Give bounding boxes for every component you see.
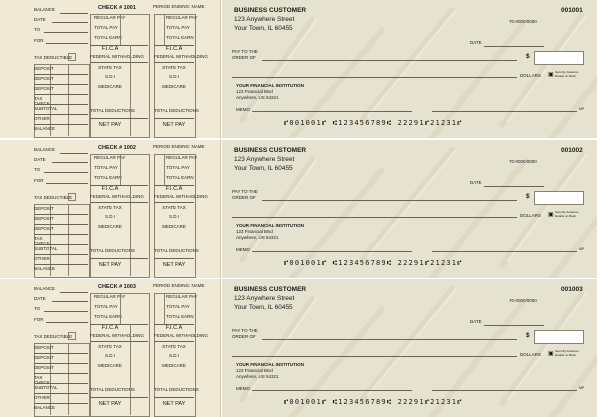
check-number: 001001 [561,7,583,14]
stub-for-label: FOR [34,38,44,43]
medicare-label-a: MEDICARE [98,224,122,229]
ledger-row-label: DEPOSIT [34,365,54,370]
date-line[interactable] [484,46,544,47]
total-deductions-label-a: TOTAL DEDUCTIONS [90,248,135,253]
date-label: DATE [470,319,482,324]
fica-label-a: F.I.C.A [101,325,119,331]
dollars-label: DOLLARS [520,352,542,357]
ledger-row-label: TAX CHECK [34,375,50,385]
bank-name: YOUR FINANCIAL INSTITUTION [236,83,304,88]
col-a-regular-pay: REGULAR PAY [94,155,126,160]
net-pay-label-a: NET PAY [98,122,122,128]
dollar-sign: $ [526,332,530,339]
sdi-label-a: S.D.I [104,214,115,219]
ledger-row-label: BALANCE [34,266,56,271]
dollar-sign: $ [526,53,530,60]
check-body [222,279,597,417]
stub-tax-deductible-label: TAX DEDUCTIBLE [34,195,73,200]
stub-tax-deductible-label: TAX DEDUCTIBLE [34,334,73,339]
federal-label-b: FEDERAL WITHHOLDING [154,194,208,199]
stub-date-label: DATE [34,157,46,162]
stub-period-ending-label: PERIOD ENDING: NAME [153,283,205,288]
state-tax-label-b: STATE TAX [162,65,186,70]
sdi-label-a: S.D.I [104,74,115,79]
signature-line[interactable] [432,251,577,252]
micr-check-number: ⑈001001⑈ [284,259,328,267]
stub-check-number: CHECK # 1001 [98,5,136,11]
stub-balance-label: BALANCE [34,7,56,12]
col-a-total-earn: TOTAL EARN [94,175,122,180]
amount-box[interactable] [534,191,584,205]
dollar-sign: $ [526,193,530,200]
amount-words-line[interactable] [232,356,517,357]
medicare-label-b: MEDICARE [162,363,186,368]
date-label: DATE [470,180,482,185]
net-pay-label-b: NET PAY [162,401,186,407]
tax-deductible-checkbox[interactable] [68,53,76,61]
stub-for-label: FOR [34,317,44,322]
stub-date-label: DATE [34,17,46,22]
ledger-row-label: DEPOSIT [34,86,54,91]
micr-account-number: 22291⑈21231⑈ [397,398,463,406]
fica-label-a: F.I.C.A [101,46,119,52]
ledger-row-label: DEPOSIT [34,355,54,360]
ledger-row-label: SUBTOTAL [34,106,58,111]
bank-name: YOUR FINANCIAL INSTITUTION [236,362,304,367]
col-b-total-pay: TOTAL PAY [166,25,190,30]
customer-street: 123 Anywhere Street [234,16,295,23]
amount-box[interactable] [534,330,584,344]
stub-period-ending-label: PERIOD ENDING: NAME [153,144,205,149]
tax-deductible-checkbox[interactable] [68,332,76,340]
col-b-total-pay: TOTAL PAY [166,304,190,309]
micr-line [284,259,463,267]
ledger-row-label: DEPOSIT [34,216,54,221]
lock-icon: ▣ [548,351,554,357]
payee-line[interactable] [262,339,517,340]
security-features-note: Security Features Details on Back [555,70,579,78]
ledger-row-label: TAX CHECK [34,96,50,106]
customer-street: 123 Anywhere Street [234,156,295,163]
state-tax-label-a: STATE TAX [98,344,122,349]
stub-to-label: TO [34,167,41,172]
check-number: 001002 [561,147,583,154]
fraction-code: 70-0000/0000 [509,19,537,24]
check-number: 001003 [561,286,583,293]
col-a-total-earn: TOTAL EARN [94,35,122,40]
net-pay-label-a: NET PAY [98,401,122,407]
fica-label-b: F.I.C.A [165,46,183,52]
check-stub [0,0,221,138]
col-a-total-pay: TOTAL PAY [94,304,118,309]
lock-icon: ▣ [548,72,554,78]
sdi-label-b: S.D.I [168,214,179,219]
memo-label: MEMO [236,247,250,252]
bank-city: Anywhere, US 54321 [236,95,279,100]
payee-line[interactable] [262,60,517,61]
customer-name: BUSINESS CUSTOMER [234,7,307,14]
memo-line[interactable] [252,390,412,391]
date-label: DATE [470,40,482,45]
ledger-row-label: OTHER [34,395,50,400]
order-of-label: ORDER OF [232,334,256,339]
micr-check-number: ⑈001001⑈ [284,119,328,127]
micr-check-number: ⑈001001⑈ [284,398,328,406]
medicare-label-b: MEDICARE [162,84,186,89]
bank-street: 123 Financial Blvd [236,368,273,373]
micr-routing-number: ⑆123456789⑆ [332,119,393,127]
tax-deductible-checkbox[interactable] [68,193,76,201]
state-tax-label-b: STATE TAX [162,205,186,210]
bank-street: 123 Financial Blvd [236,89,273,94]
date-line[interactable] [484,186,544,187]
ledger-row-label: SUBTOTAL [34,385,58,390]
stub-to-label: TO [34,306,41,311]
customer-city: Your Town, IL 60455 [234,165,293,172]
fica-label-b: F.I.C.A [165,325,183,331]
federal-label-b: FEDERAL WITHHOLDING [154,333,208,338]
signature-line[interactable] [432,390,577,391]
memo-label: MEMO [236,386,250,391]
ledger-row-label: BALANCE [34,126,56,131]
total-deductions-label-a: TOTAL DEDUCTIONS [90,108,135,113]
customer-street: 123 Anywhere Street [234,295,295,302]
col-b-total-earn: TOTAL EARN [166,175,194,180]
col-a-total-pay: TOTAL PAY [94,25,118,30]
order-of-label: ORDER OF [232,55,256,60]
ledger-row-label: OTHER [34,256,50,261]
order-of-label: ORDER OF [232,195,256,200]
fica-label-b: F.I.C.A [165,186,183,192]
lock-icon: ▣ [548,212,554,218]
customer-city: Your Town, IL 60455 [234,304,293,311]
pay-to-label: PAY TO THE [232,189,258,194]
total-deductions-label-b: TOTAL DEDUCTIONS [154,108,199,113]
col-a-regular-pay: REGULAR PAY [94,294,126,299]
check-stub [0,140,221,278]
mp-mark: MP [579,107,585,111]
stub-for-label: FOR [34,178,44,183]
medicare-label-a: MEDICARE [98,84,122,89]
micr-routing-number: ⑆123456789⑆ [332,259,393,267]
customer-name: BUSINESS CUSTOMER [234,147,307,154]
memo-line[interactable] [252,251,412,252]
ledger-row-label: DEPOSIT [34,76,54,81]
federal-label-a: FEDERAL WITHHOLDING [90,333,144,338]
dollars-label: DOLLARS [520,73,542,78]
amount-words-line[interactable] [232,77,517,78]
state-tax-label-a: STATE TAX [98,205,122,210]
federal-label-b: FEDERAL WITHHOLDING [154,54,208,59]
mp-mark: MP [579,247,585,251]
dollars-label: DOLLARS [520,213,542,218]
stub-balance-label: BALANCE [34,286,56,291]
memo-line[interactable] [252,111,412,112]
state-tax-label-a: STATE TAX [98,65,122,70]
total-deductions-label-b: TOTAL DEDUCTIONS [154,248,199,253]
pay-to-label: PAY TO THE [232,328,258,333]
col-b-total-pay: TOTAL PAY [166,165,190,170]
net-pay-label-b: NET PAY [162,122,186,128]
signature-line[interactable] [432,111,577,112]
ledger-row-label: DEPOSIT [34,66,54,71]
col-b-regular-pay: REGULAR PAY [166,294,198,299]
date-line[interactable] [484,325,544,326]
pay-to-label: PAY TO THE [232,49,258,54]
bank-name: YOUR FINANCIAL INSTITUTION [236,223,304,228]
state-tax-label-b: STATE TAX [162,344,186,349]
micr-line [284,119,463,127]
check-stub [0,279,221,417]
net-pay-label-a: NET PAY [98,262,122,268]
mp-mark: MP [579,386,585,390]
amount-box[interactable] [534,51,584,65]
federal-label-a: FEDERAL WITHHOLDING [90,194,144,199]
fraction-code: 70-0000/0000 [509,159,537,164]
stub-to-label: TO [34,27,41,32]
security-features-note: Security Features Details on Back [555,210,579,218]
stub-date-label: DATE [34,296,46,301]
medicare-label-a: MEDICARE [98,363,122,368]
micr-routing-number: ⑆123456789⑆ [332,398,393,406]
total-deductions-label-b: TOTAL DEDUCTIONS [154,387,199,392]
bank-city: Anywhere, US 54321 [236,235,279,240]
stub-period-ending-label: PERIOD ENDING: NAME [153,4,205,9]
net-pay-label-b: NET PAY [162,262,186,268]
stub-balance-label: BALANCE [34,147,56,152]
customer-city: Your Town, IL 60455 [234,25,293,32]
medicare-label-b: MEDICARE [162,224,186,229]
fica-label-a: F.I.C.A [101,186,119,192]
sdi-label-a: S.D.I [104,353,115,358]
stub-tax-deductible-label: TAX DEDUCTIBLE [34,55,73,60]
sdi-label-b: S.D.I [168,74,179,79]
col-b-regular-pay: REGULAR PAY [166,15,198,20]
ledger-row-label: DEPOSIT [34,345,54,350]
security-features-note: Security Features Details on Back [555,349,579,357]
memo-label: MEMO [236,107,250,112]
ledger-row-label: DEPOSIT [34,206,54,211]
check-body [222,140,597,278]
micr-account-number: 22291⑈21231⑈ [397,259,463,267]
col-a-regular-pay: REGULAR PAY [94,15,126,20]
fraction-code: 70-0000/0000 [509,298,537,303]
ledger-row-label: BALANCE [34,405,56,410]
stub-check-number: CHECK # 1003 [98,284,136,290]
col-a-total-earn: TOTAL EARN [94,314,122,319]
micr-account-number: 22291⑈21231⑈ [397,119,463,127]
federal-label-a: FEDERAL WITHHOLDING [90,54,144,59]
amount-words-line[interactable] [232,217,517,218]
col-a-total-pay: TOTAL PAY [94,165,118,170]
col-b-total-earn: TOTAL EARN [166,35,194,40]
micr-line [284,398,463,406]
ledger-row-label: TAX CHECK [34,236,50,246]
customer-name: BUSINESS CUSTOMER [234,286,307,293]
stub-check-number: CHECK # 1002 [98,145,136,151]
payee-line[interactable] [262,200,517,201]
bank-city: Anywhere, US 54321 [236,374,279,379]
col-b-regular-pay: REGULAR PAY [166,155,198,160]
ledger-row-label: DEPOSIT [34,226,54,231]
col-b-total-earn: TOTAL EARN [166,314,194,319]
check-body [222,0,597,138]
total-deductions-label-a: TOTAL DEDUCTIONS [90,387,135,392]
bank-street: 123 Financial Blvd [236,229,273,234]
sdi-label-b: S.D.I [168,353,179,358]
ledger-row-label: SUBTOTAL [34,246,58,251]
ledger-row-label: OTHER [34,116,50,121]
